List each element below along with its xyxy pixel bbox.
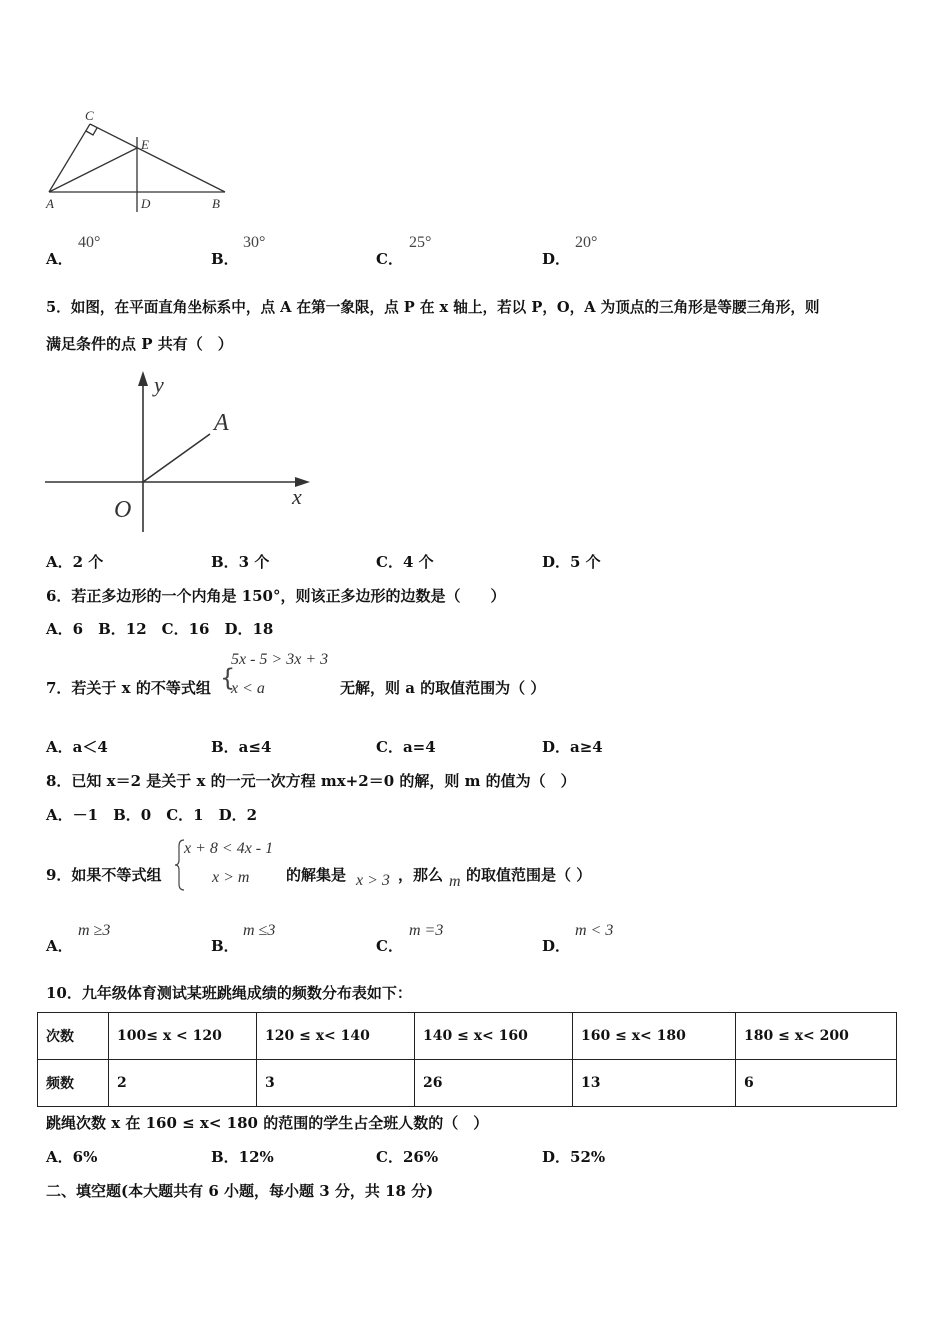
q7-option-d: D．a≥4: [542, 738, 603, 756]
q9-option-a: A．: [46, 937, 73, 955]
table-cell: 次数: [38, 1013, 109, 1060]
q10-option-c: C．26%: [376, 1148, 439, 1166]
q10-question: 跳绳次数 x 在 160 ≤ x< 180 的范围的学生占全班人数的（ ）: [46, 1114, 489, 1132]
q9-option-d: D．: [542, 937, 571, 955]
q7-suffix: 无解，则 a 的取值范围为（ ）: [340, 679, 546, 697]
q8-options: A．－1 B．0 C．1 D．2: [46, 806, 258, 824]
q10-text: 10．九年级体育测试某班跳绳成绩的频数分布表如下：: [46, 984, 412, 1002]
axis-y-label: y: [154, 372, 164, 397]
q9-option-c-value: m =3: [409, 922, 444, 939]
q4-option-d-value: 20°: [575, 234, 598, 251]
table-cell: 180 ≤ x< 200: [736, 1013, 897, 1060]
table-cell: 2: [109, 1060, 257, 1107]
q7-option-b: B．a≤4: [211, 738, 272, 756]
q9-solution: x > 3: [356, 872, 390, 889]
table-cell: 13: [573, 1060, 736, 1107]
q9-option-a-value: m ≥3: [78, 922, 111, 939]
table-cell: 6: [736, 1060, 897, 1107]
q9-option-d-value: m < 3: [575, 922, 614, 939]
q9-option-b: B．: [211, 937, 239, 955]
label-e: E: [141, 137, 149, 152]
q9-mid: 的解集是: [286, 866, 347, 884]
q5-option-c: C．4 个: [376, 553, 434, 571]
q7-prefix: 7．若关于 x 的不等式组: [46, 679, 211, 697]
q7-ineq2: x < a: [231, 680, 265, 697]
table-cell: 3: [257, 1060, 415, 1107]
q4-option-c: C．: [376, 250, 403, 268]
q10-option-d: D．52%: [542, 1148, 606, 1166]
label-c: C: [85, 108, 94, 123]
q10-option-a: A．6%: [46, 1148, 98, 1166]
q9-suffix: 的取值范围是（ ）: [466, 866, 592, 884]
label-b: B: [212, 196, 220, 211]
q9-option-c: C．: [376, 937, 403, 955]
q9-var: m: [449, 873, 461, 890]
q8-text: 8．已知 x＝2 是关于 x 的一元一次方程 mx+2＝0 的解，则 m 的值为（ ）: [46, 772, 576, 790]
q7-option-c: C．a=4: [376, 738, 436, 756]
q4-option-b: B．: [211, 250, 239, 268]
q5-option-b: B．3 个: [211, 553, 270, 571]
q4-option-d: D．: [542, 250, 571, 268]
table-cell: 频数: [38, 1060, 109, 1107]
axis-x-label: x: [292, 484, 302, 509]
table-row: [38, 1060, 897, 1107]
q5-line1: 5．如图，在平面直角坐标系中，点 A 在第一象限，点 P 在 x 轴上，若以 P，O，A 为顶点的三角形是等腰三角形，则: [46, 299, 820, 316]
q7-brace: {: [220, 664, 236, 692]
table-cell: 100≤ x < 120: [109, 1013, 257, 1060]
q9-ineq2: x > m: [212, 869, 250, 886]
table-cell: 160 ≤ x< 180: [573, 1013, 736, 1060]
section-two-heading: 二、填空题(本大题共有 6 小题，每小题 3 分，共 18 分): [46, 1182, 434, 1200]
q4-option-a-value: 40°: [78, 234, 101, 251]
origin-label: O: [114, 497, 132, 523]
q5-line2: 满足条件的点 P 共有（ ）: [46, 335, 233, 353]
table-cell: 120 ≤ x< 140: [257, 1013, 415, 1060]
triangle-figure: [40, 105, 240, 220]
q5-option-a: A．2 个: [46, 553, 104, 571]
q7-ineq1: 5x - 5 > 3x + 3: [231, 651, 329, 668]
q9-mid2: ，那么: [398, 866, 444, 884]
label-d: D: [141, 196, 151, 211]
q10-option-b: B．12%: [211, 1148, 274, 1166]
q4-option-b-value: 30°: [243, 234, 266, 251]
q9-prefix: 9．如果不等式组: [46, 866, 162, 884]
table-row: [38, 1013, 897, 1060]
table-cell: 26: [415, 1060, 573, 1107]
q9-option-b-value: m ≤3: [243, 922, 276, 939]
point-a-label: A: [214, 410, 229, 436]
frequency-table: [37, 1012, 897, 1107]
q4-option-c-value: 25°: [409, 234, 432, 251]
table-cell: 140 ≤ x< 160: [415, 1013, 573, 1060]
q9-ineq1: x + 8 < 4x - 1: [184, 840, 274, 857]
q7-option-a: A．a＜4: [46, 738, 108, 756]
q5-option-d: D．5 个: [542, 553, 601, 571]
q6-options: A．6 B．12 C．16 D．18: [46, 620, 274, 638]
q6-text: 6．若正多边形的一个内角是 150°，则该正多边形的边数是（ ）: [46, 587, 506, 605]
q4-option-a: A．: [46, 250, 73, 268]
label-a: A: [46, 196, 54, 211]
coordinate-figure: [40, 368, 320, 538]
